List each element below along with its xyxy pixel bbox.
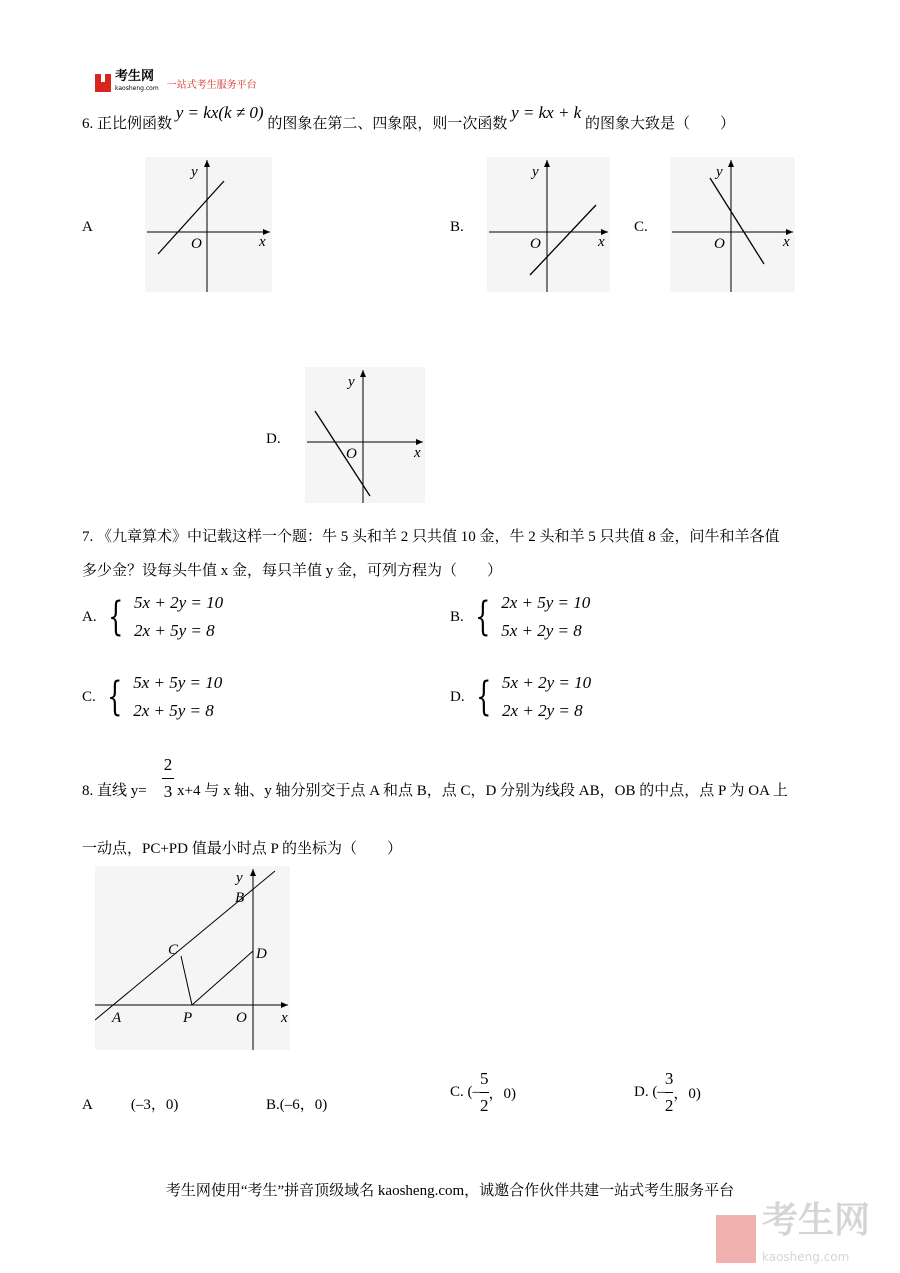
svg-text:C: C	[168, 942, 179, 958]
graph-a	[145, 157, 272, 292]
watermark-mark-icon	[716, 1215, 756, 1263]
svg-text:O: O	[346, 446, 357, 462]
q6-text: 的图象大致是（ ）	[584, 116, 735, 132]
footer-text: 考生网使用“考生”拼音顶级域名 kaosheng.com，诚邀合作伙伴共建一站式考生服务平台	[165, 1183, 735, 1199]
q8-option-a[interactable]	[82, 1093, 178, 1114]
q7-stem-line2: 多少金？设每头牛值 x 金，每只羊值 y 金，可列方程为（ ）	[82, 563, 503, 579]
option-value: (–3，0)	[130, 1097, 179, 1113]
q6-option-b-label: B.	[450, 219, 464, 235]
q6-graphs	[0, 0, 900, 520]
svg-text:x: x	[259, 234, 266, 250]
svg-text:x: x	[783, 234, 790, 250]
q8-stem-line1: x+4 与 x 轴、y 轴分别交于点 A 和点 B，点 C，D 分别为线段 AB，OB 的中点，点 P 为 OA 上	[177, 783, 788, 799]
q7-option-c[interactable]: C. { 5x + 5y = 10 2x + 5y = 8	[82, 669, 222, 725]
option-value: (–6，0)	[279, 1097, 328, 1113]
graph-b	[487, 157, 610, 292]
option-label: D.	[450, 688, 465, 705]
q6-option-d-label: D.	[266, 431, 281, 447]
equation: 2x + 2y = 8	[502, 701, 583, 720]
svg-text:D: D	[256, 946, 267, 962]
q8-option-c[interactable]	[450, 1066, 516, 1119]
q6-text: 的图象在第二、四象限，则一次函数	[267, 116, 508, 132]
svg-text:x: x	[598, 234, 605, 250]
svg-text:O: O	[714, 236, 725, 252]
equation: 2x + 5y = 10	[501, 593, 591, 612]
q8-fraction: 2 3	[162, 752, 174, 805]
q6-option-c-label: C.	[634, 219, 648, 235]
svg-text:y: y	[191, 164, 198, 180]
q6-option-a-label: A	[82, 219, 93, 235]
svg-text:y: y	[716, 164, 723, 180]
q7-option-a[interactable]: A. { 5x + 2y = 10 2x + 5y = 8	[82, 589, 223, 645]
svg-text:B: B	[235, 890, 245, 906]
svg-text:A: A	[112, 1010, 122, 1026]
graph-d	[305, 367, 425, 503]
q6-number: 6.	[82, 116, 94, 132]
q8-stem-prefix: 8. 直线 y=	[82, 783, 147, 799]
q8-option-b[interactable]	[266, 1093, 327, 1114]
equation: 5x + 5y = 10	[133, 673, 223, 692]
svg-text:O: O	[530, 236, 541, 252]
logo-name: 考生网	[115, 69, 155, 84]
equation: 2x + 5y = 8	[133, 701, 214, 720]
option-label: A.	[82, 608, 97, 625]
svg-text:O: O	[236, 1010, 247, 1026]
svg-text:y: y	[532, 164, 539, 180]
option-value: ，0)	[673, 1086, 701, 1102]
fraction: 5 2	[480, 1066, 489, 1119]
q8-option-d[interactable]	[634, 1066, 701, 1119]
option-label: A	[82, 1097, 93, 1113]
option-value: ，0)	[488, 1086, 517, 1102]
fraction: 3 2	[665, 1066, 674, 1119]
option-label: B.	[450, 608, 464, 625]
option-value: (–	[467, 1084, 481, 1100]
equation: 2x + 5y = 8	[134, 621, 215, 640]
logo-domain: kaosheng.com	[115, 85, 159, 92]
equation: 5x + 2y = 10	[134, 593, 224, 612]
option-label: C.	[82, 688, 96, 705]
equation: 5x + 2y = 10	[502, 673, 592, 692]
option-label: B.	[266, 1097, 280, 1113]
q7-option-d[interactable]: D. { 5x + 2y = 10 2x + 2y = 8	[450, 669, 591, 725]
q7-option-b[interactable]: B. { 2x + 5y = 10 5x + 2y = 8	[450, 589, 590, 645]
q6-text: 正比例函数	[97, 116, 173, 132]
option-label: C.	[450, 1084, 464, 1100]
svg-text:y: y	[236, 870, 243, 886]
option-value: (–	[652, 1084, 665, 1100]
q6-formula-1: y = kx(k ≠ 0)	[175, 103, 264, 122]
svg-text:y: y	[348, 374, 355, 390]
graph-c	[670, 157, 795, 292]
q7-stem-line1: 7. 《九章算术》中记载这样一个题：牛 5 头和羊 2 只共值 10 金，牛 2 头和羊 5 只共值 8 金，问牛和羊各值	[82, 529, 780, 545]
option-label: D.	[634, 1084, 649, 1100]
svg-text:O: O	[191, 236, 202, 252]
svg-text:P: P	[183, 1010, 193, 1026]
watermark-logo: 考生网 kaosheng.com	[716, 1203, 870, 1273]
equation: 5x + 2y = 8	[501, 621, 582, 640]
svg-text:x: x	[414, 445, 421, 461]
logo-slogan: 一站式考生服务平台	[166, 79, 257, 91]
q8-figure	[95, 866, 295, 1052]
q6-formula-2: y = kx + k	[511, 103, 582, 122]
svg-text:x: x	[281, 1010, 288, 1026]
q8-stem-line2: 一动点，PC+PD 值最小时点 P 的坐标为（ ）	[82, 841, 403, 857]
